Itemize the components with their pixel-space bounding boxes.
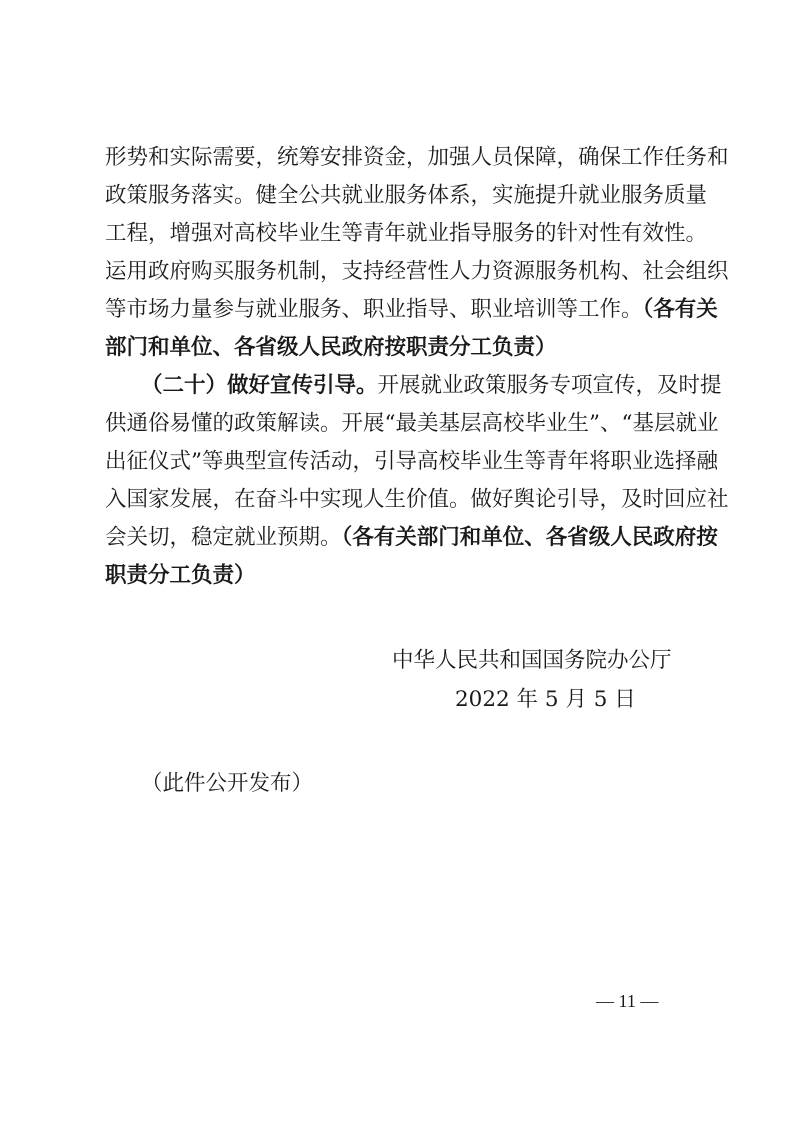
section-heading: （二十）做好宣传引导。 [141,373,378,398]
issue-date: 2022 年 5 月 5 日 [455,687,636,712]
paragraph-text: 开展就业政策服务专项宣传，及时提 [377,373,722,398]
responsibility-note: （各有关 [642,297,718,322]
paragraph-line: 工程，增强对高校毕业生等青年就业指导服务的针对性有效性。 [105,221,708,246]
paragraph-line: 运用政府购买服务机制，支持经营性人力资源服务机构、社会组织 [105,259,729,284]
paragraph-line [105,522,718,554]
publication-note: （此件公开发布） [141,771,314,796]
paragraph-line: 出征仪式”等典型宣传活动，引导高校毕业生等青年将职业选择融 [105,449,718,474]
page-number: — 11 — [596,991,659,1011]
paragraph-line: 政策服务落实。健全公共就业服务体系，实施提升就业服务质量 [105,183,708,208]
paragraph-text: 会关切，稳定就业预期。 [105,525,342,550]
paragraph-line [141,370,722,402]
responsibility-note: 职责分工负责） [105,563,256,588]
issuer-name: 中华人民共和国国务院办公厅 [392,648,672,673]
paragraph-line: 形势和实际需要，统筹安排资金，加强人员保障，确保工作任务和 [105,145,729,170]
responsibility-note: 部门和单位、各省级人民政府按职责分工负责） [105,335,557,360]
paragraph-text: 等市场力量参与就业服务、职业指导、职业培训等工作。 [105,297,643,322]
paragraph-line: 入国家发展，在奋斗中实现人生价值。做好舆论引导，及时回应社 [105,487,729,512]
paragraph-line [105,294,718,326]
responsibility-note: （各有关部门和单位、各省级人民政府按 [341,525,718,550]
paragraph-line: 供通俗易懂的政策解读。开展“最美基层高校毕业生”、“基层就业 [105,411,719,436]
